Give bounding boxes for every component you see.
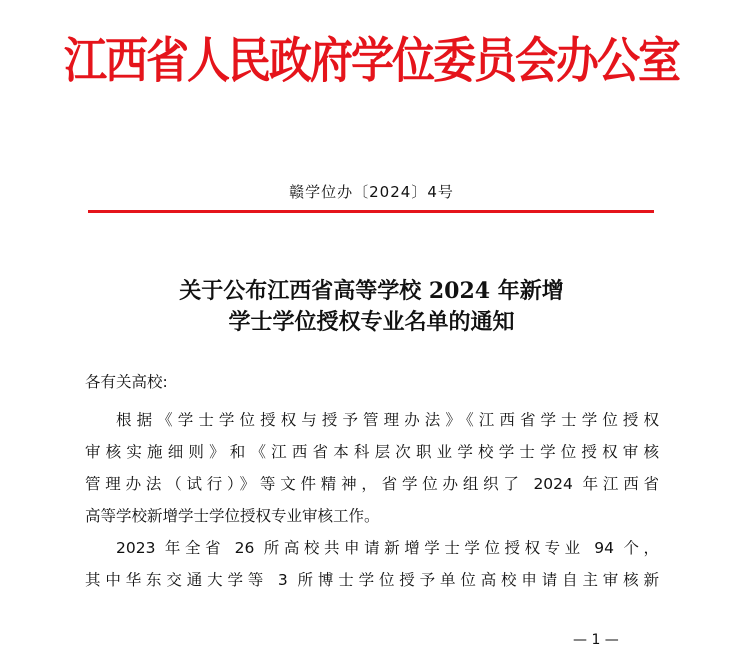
salutation: 各有关高校: [85,373,168,391]
body-line: 管理办法（试行）》等文件精神，省学位办组织了 2024 年江西省 [85,475,659,493]
body-line: 其中华东交通大学等 3 所博士学位授予单位高校申请自主审核新 [85,571,659,589]
body-line: 根据《学士学位授权与授予管理办法》《江西省学士学位授权 [116,411,659,429]
document-number: 赣学位办〔2024〕4号 [289,183,454,201]
title-line-1: 关于公布江西省高等学校 2024 年新增 [179,278,564,304]
document-title [0,276,743,338]
page-number: — 1 — [573,632,619,648]
title-line-2: 学士学位授权专业名单的通知 [228,309,515,335]
body-text [85,404,659,596]
red-divider [88,210,654,213]
issuer-header: 江西省人民政府学位委员会办公室 [64,33,679,90]
body-line: 审核实施细则》和《江西省本科层次职业学校学士学位授权审核 [85,443,659,461]
body-line: 高等学校新增学士学位授权专业审核工作。 [85,507,380,525]
body-line: 2023 年全省 26 所高校共申请新增学士学位授权专业 94 个， [116,539,659,557]
